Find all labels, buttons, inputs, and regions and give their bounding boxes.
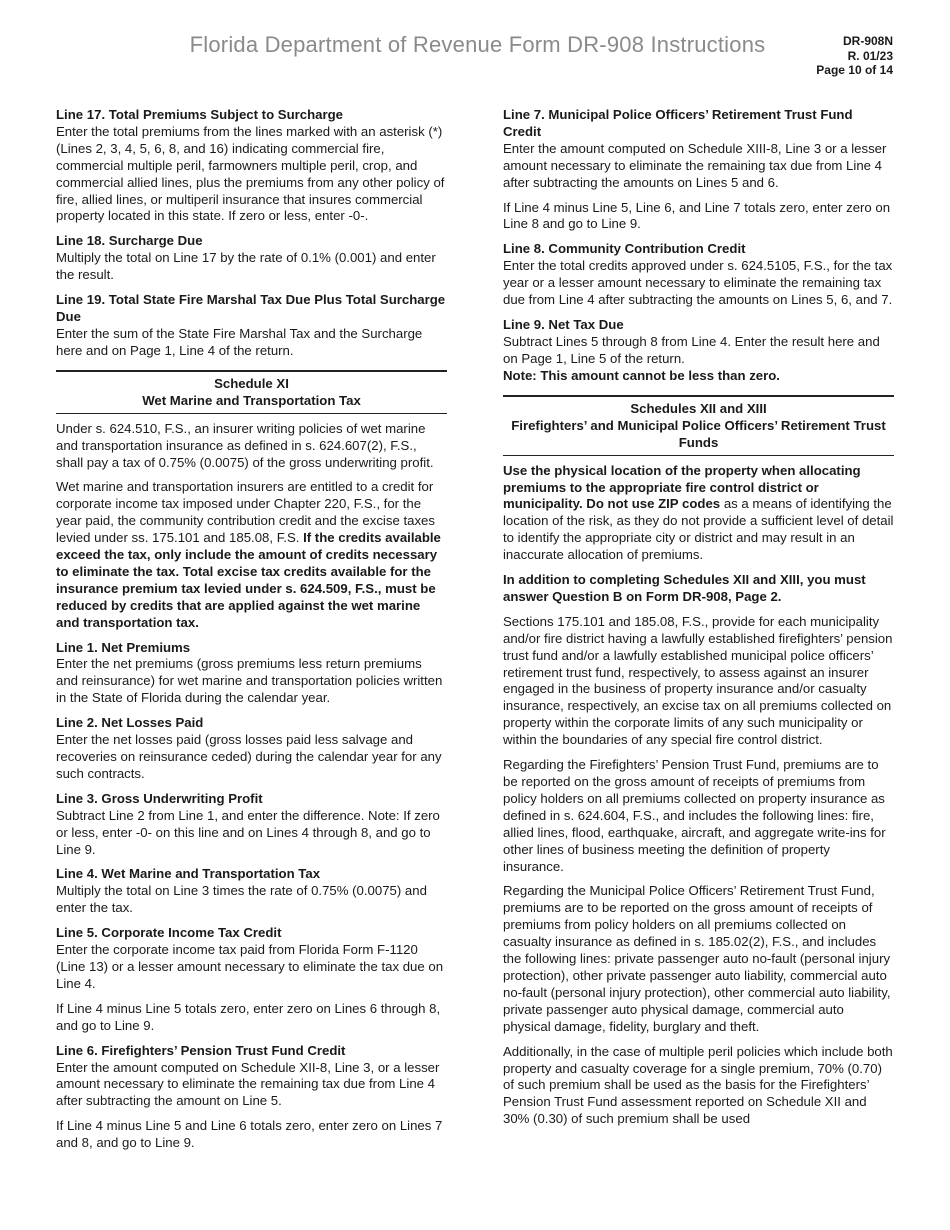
- line17-text: Enter the total premiums from the lines marked with an asterisk (*) (Lines 2, 3, 4, 5, 6, 8, and 16) indicating commercial fire, commercial multiple peril, farmowners multiple peril, crop, and commercial allied lines, plus the premiums from any other policy of fire, allied lines, or multiperil insurance that insures commercial property located in this state. If zero or less, enter -0-.: [56, 123, 445, 224]
- line6-section: [56, 1043, 447, 1111]
- line6-heading: Line 6. Firefighters’ Pension Trust Fund Credit: [56, 1042, 346, 1058]
- line4-heading: Line 4. Wet Marine and Transportation Tax: [56, 866, 321, 882]
- line5-note: If Line 4 minus Line 5 totals zero, enter zero on Lines 6 through 8, and go to Line 9.: [56, 1000, 441, 1033]
- line9-text: Subtract Lines 5 through 8 from Line 4. Enter the result here and on Page 1, Line 5 of the return.: [503, 333, 880, 366]
- intro-2-bold: If the credits available exceed the tax, only include the amount of credits necessary to eliminate the tax. Total excise tax credits available for the insurance premium tax levied under s. 624.509, F.S., must be reduced by credits that are applied against the wet marine and transportation tax.: [56, 530, 441, 630]
- schedules-xii-xiii-header: [503, 395, 894, 456]
- line5-heading: Line 5. Corporate Income Tax Credit: [56, 925, 282, 941]
- schedule-xi-intro-1: Under s. 624.510, F.S., an insurer writing policies of wet marine and transportation insurance as defined in s. 624.607(2), F.S., shall pay a tax of 0.75% (0.0075) of the gross underwriting profit.: [56, 420, 434, 470]
- line19-text: Enter the sum of the State Fire Marshal Tax and the Surcharge here and on Page 1, Line 4 of the return.: [56, 325, 423, 358]
- line8-text: Enter the total credits approved under s. 624.5105, F.S., for the tax year or a lesser amount necessary to eliminate the remaining tax due from Line 4 after subtracting the amounts on Lines 5, 6, and 7.: [503, 258, 893, 308]
- location-instruction-plain: as a means of identifying the location of the risk, as they do not provide a sufficient level of detail to identify the appropriate city or district and may result in an inaccurate allocation of premiums.: [503, 496, 894, 563]
- line18-section: [56, 233, 447, 284]
- line6-note: If Line 4 minus Line 5 and Line 6 totals zero, enter zero on Lines 7 and 8, and go to Line 9.: [56, 1118, 443, 1151]
- line2-heading: Line 2. Net Losses Paid: [56, 715, 204, 731]
- line19-section: [56, 292, 447, 360]
- line9-section: [503, 317, 894, 385]
- schedule-xi-intro-2: [56, 479, 447, 631]
- form-identifier: [816, 34, 893, 78]
- location-instruction: [503, 463, 894, 564]
- line7-section: [503, 107, 894, 192]
- location-instruction-bold: Use the physical location of the property when allocating premiums to the appropriate fire control district or municipality. Do not use ZIP codes: [503, 462, 861, 512]
- line9-note: Note: This amount cannot be less than zero.: [503, 367, 780, 383]
- line4-text: Multiply the total on Line 3 times the rate of 0.75% (0.0075) and enter the tax.: [56, 883, 427, 916]
- line4-section: [56, 866, 447, 917]
- line1-text: Enter the net premiums (gross premiums less return premiums and reinsurance) for wet marine and transportation policies written in the State of Florida during the calendar year.: [56, 656, 443, 706]
- right-column: [503, 107, 894, 1136]
- line3-heading: Line 3. Gross Underwriting Profit: [56, 790, 263, 806]
- line8-heading: Line 8. Community Contribution Credit: [503, 241, 746, 257]
- line3-section: [56, 791, 447, 859]
- schedules-title: Schedules XII and XIII: [630, 400, 767, 416]
- line1-heading: Line 1. Net Premiums: [56, 639, 191, 655]
- line1-section: [56, 640, 447, 708]
- multiple-peril-paragraph: Additionally, in the case of multiple peril policies which include both property and casualty coverage for a single premium, 70% (0.70) of such premium shall be used as the basis for the Firefighters’ Pension Trust Fund assessment reported on Schedule XII and 30% (0.30) of such premium shall be used: [503, 1043, 893, 1127]
- schedules-subtitle: Firefighters’ and Municipal Police Officers’ Retirement Trust Funds: [511, 417, 886, 450]
- sections-paragraph: Sections 175.101 and 185.08, F.S., provide for each municipality and/or fire district having a lawfully established firefighters’ pension trust fund and/or a lawfully established municipal police officers’ retirement trust fund, respectively, to assess against an insurer engaged in the business of property insurance and/or casualty insurance, respectively, an excise tax on all premiums collected on property within the corporate limits of any such municipality or within the boundaries of any special fire control district.: [503, 613, 893, 748]
- page-number: Page 10 of 14: [816, 63, 893, 77]
- line3-text: Subtract Line 2 from Line 1, and enter the difference. Note: If zero or less, enter -0- on this line and on Lines 4 through 8, and go to Line 9.: [56, 807, 440, 857]
- line7-text: Enter the amount computed on Schedule XIII-8, Line 3 or a lesser amount necessary to eliminate the remaining tax due from Line 4 after subtracting the amounts on Lines 5 and 6.: [503, 140, 887, 190]
- line5-text: Enter the corporate income tax paid from Florida Form F-1120 (Line 13) or a lesser amount necessary to eliminate the tax due on Line 4.: [56, 942, 444, 991]
- schedule-xi-header: [56, 370, 447, 414]
- police-paragraph: Regarding the Municipal Police Officers’ Retirement Trust Fund, premiums are to be reported on the gross amount of receipts of premiums from policy holders on all premiums collected on casualty insurance as defined in s. 185.02(2), F.S., and includes the following lines: private passenger auto no-fault (personal injury protection), other private passenger auto liability, commercial auto no-fault (personal injury protection), other commercial auto liability, private passenger auto physical damage, commercial auto physical damage, fidelity, burglary and theft.: [503, 883, 891, 1034]
- left-column: [56, 107, 447, 1160]
- line2-section: [56, 715, 447, 783]
- line18-heading: Line 18. Surcharge Due: [56, 233, 203, 249]
- firefighters-paragraph: Regarding the Firefighters’ Pension Trust Fund, premiums are to be reported on the gross amount of receipts of premiums from policy holders on all premiums collected on property insurance as defined in s. 624.604, F.S., and includes the following lines: fire, allied lines, flood, earthquake, aircraft, and aggregate write-ins for other lines of business meeting the definition of property insurance.: [503, 757, 886, 874]
- line17-section: [56, 107, 447, 225]
- line5-section: [56, 925, 447, 993]
- line2-text: Enter the net losses paid (gross losses paid less salvage and recoveries on reinsurance ceded) during the calendar year for any such contracts.: [56, 732, 442, 781]
- line19-heading: Line 19. Total State Fire Marshal Tax Due Plus Total Surcharge Due: [56, 292, 446, 324]
- line6-text: Enter the amount computed on Schedule XII-8, Line 3, or a lesser amount necessary to eliminate the remaining tax due from Line 4 after subtracting the amount on Line 5.: [56, 1059, 440, 1109]
- page-title: Florida Department of Revenue Form DR-908 Instructions: [189, 32, 766, 57]
- revision-date: R. 01/23: [847, 48, 893, 63]
- line18-text: Multiply the total on Line 17 by the rate of 0.1% (0.001) and enter the result.: [56, 250, 436, 283]
- schedule-xi-title: Schedule XI: [214, 375, 289, 391]
- line7-heading: Line 7. Municipal Police Officers’ Retirement Trust Fund Credit: [503, 107, 853, 139]
- question-b-note: In addition to completing Schedules XII and XIII, you must answer Question B on Form DR-908, Page 2.: [503, 572, 866, 604]
- line17-heading: Line 17. Total Premiums Subject to Surcharge: [56, 107, 344, 122]
- intro-2-plain: Wet marine and transportation insurers are entitled to a credit for corporate income tax imposed under Chapter 220, F.S., for the year paid, the community contribution credit and the excise taxes levied under ss. 175.101 and 185.08, F.S.: [56, 479, 435, 546]
- schedule-xi-subtitle: Wet Marine and Transportation Tax: [142, 392, 361, 408]
- line9-heading: Line 9. Net Tax Due: [503, 316, 624, 332]
- line8-section: [503, 241, 894, 309]
- form-number: DR-908N: [842, 34, 893, 48]
- line7-note: If Line 4 minus Line 5, Line 6, and Line 7 totals zero, enter zero on Line 8 and go to Line 9.: [503, 199, 891, 232]
